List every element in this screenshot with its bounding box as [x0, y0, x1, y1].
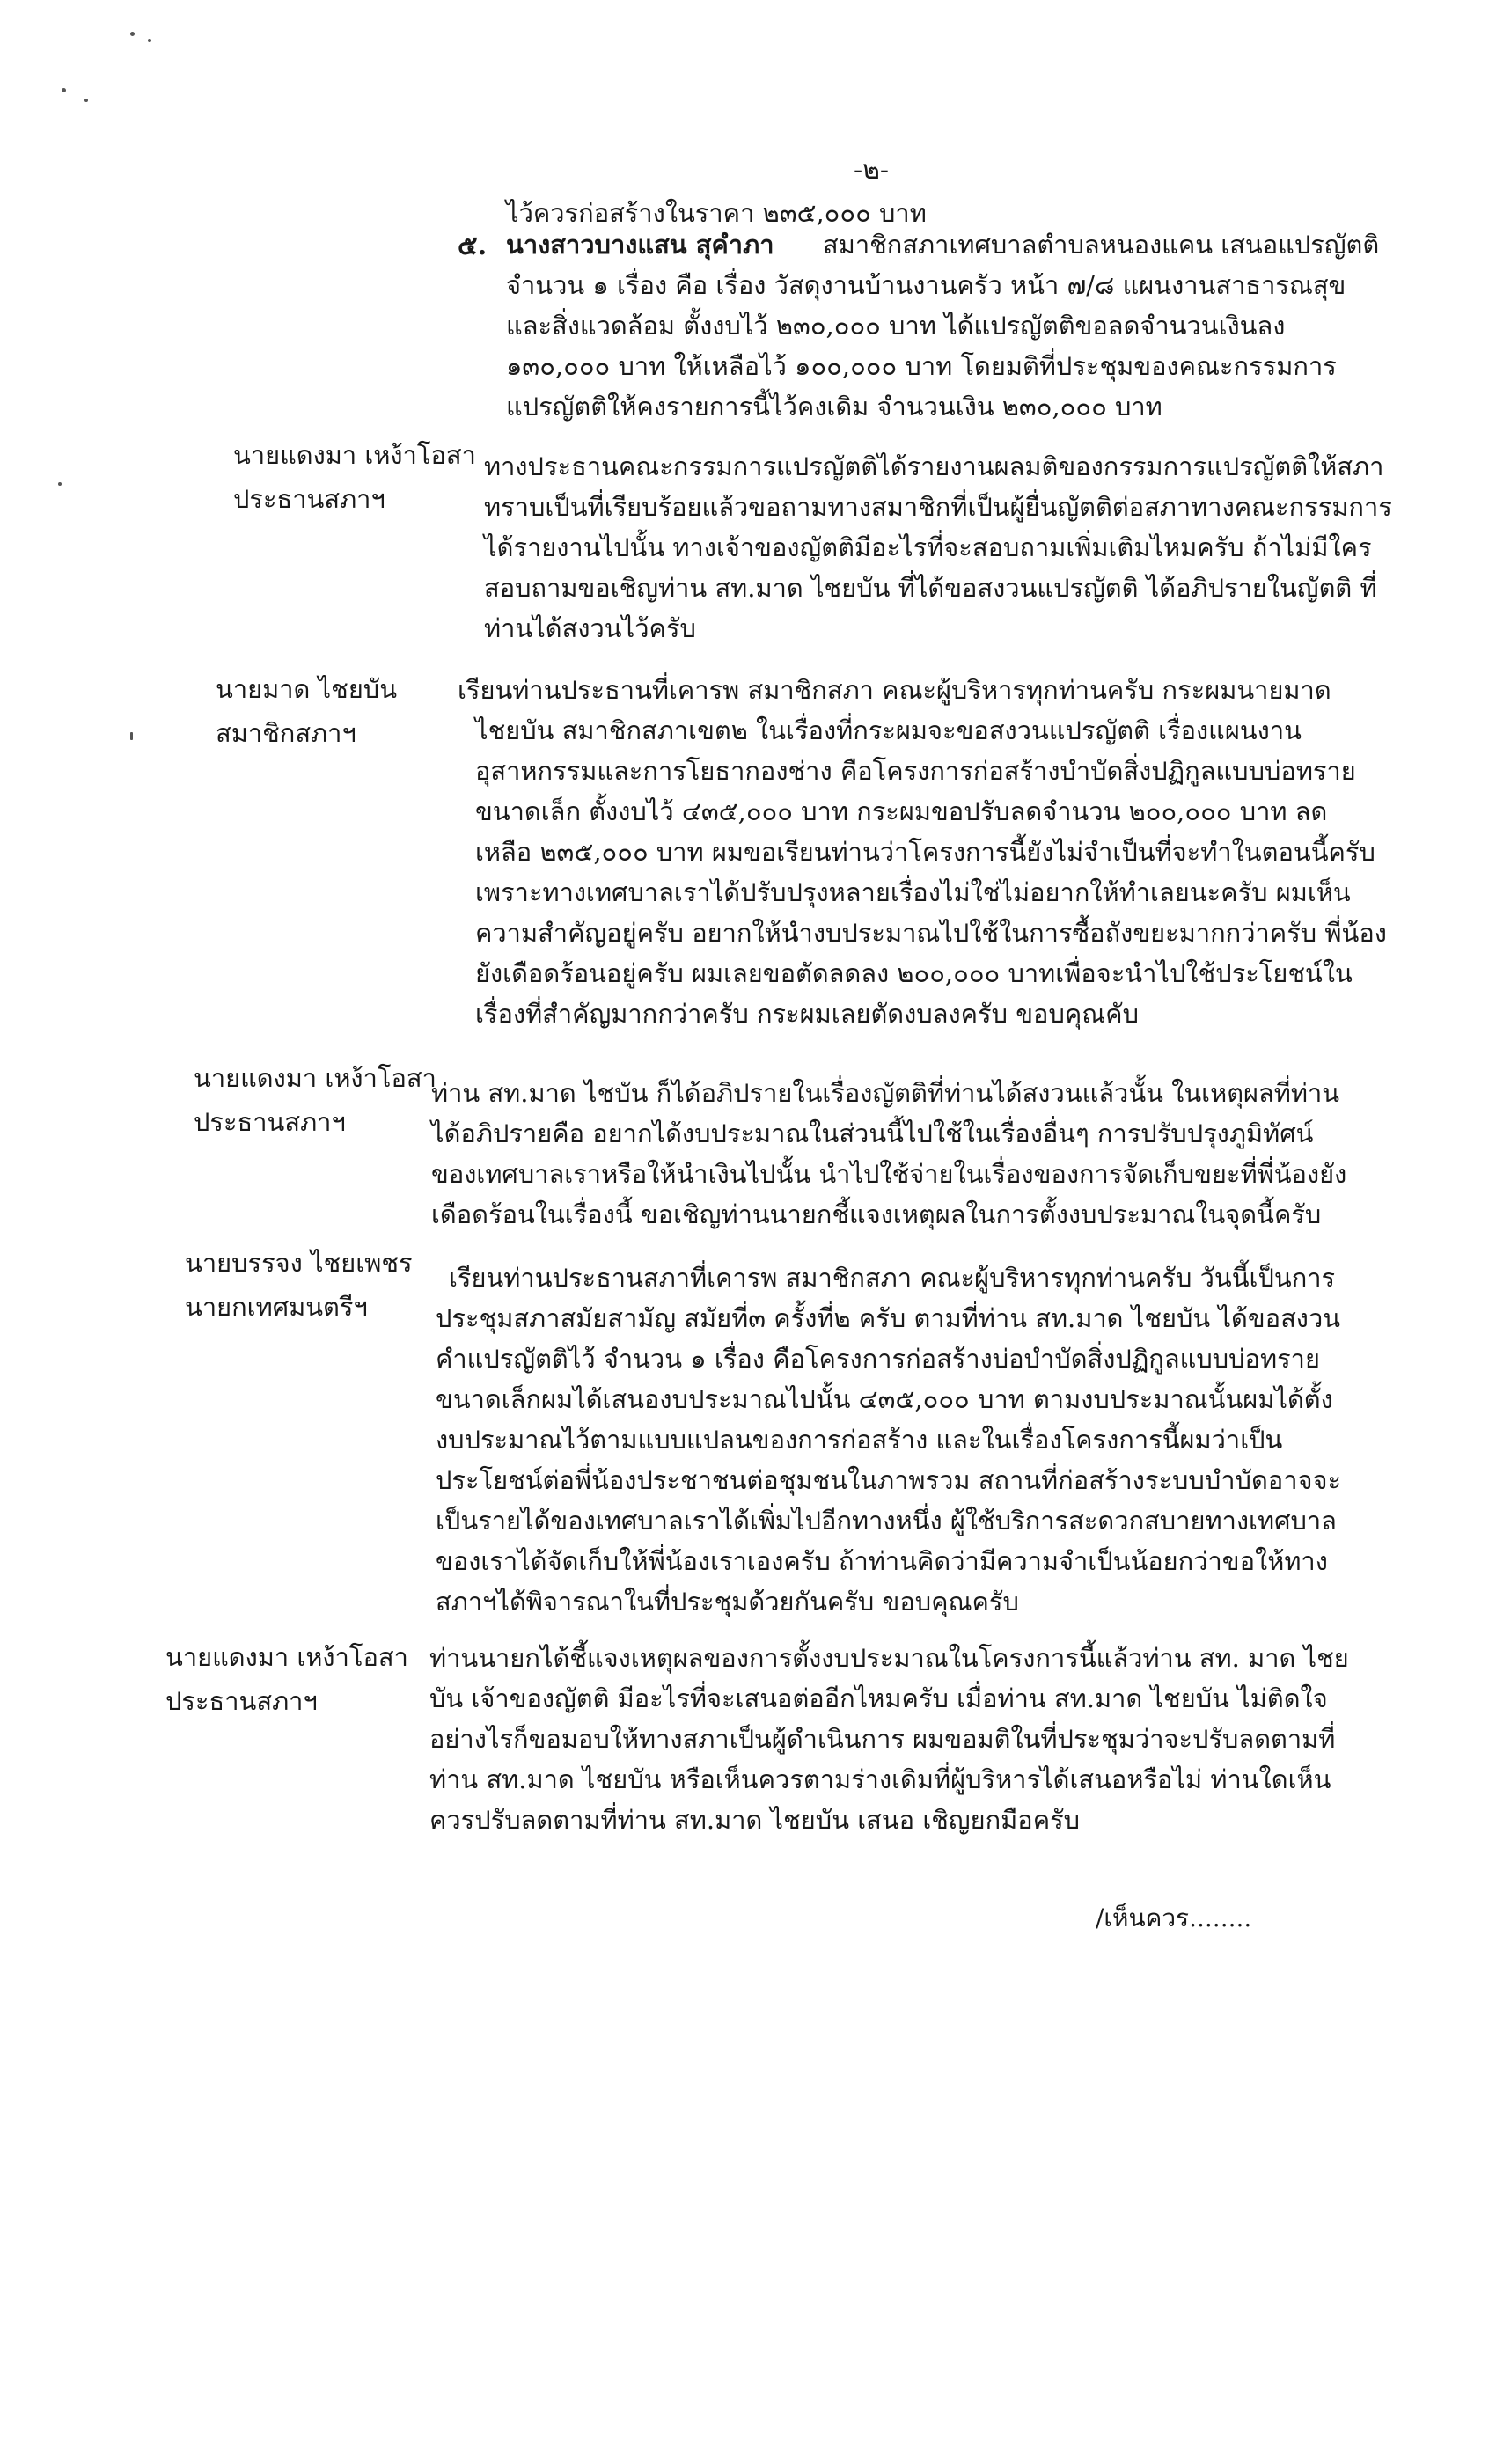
speech-line: เหลือ ๒๓๕,๐๐๐ บาท ผมขอเรียนท่านว่าโครงการนี้ยังไม่จำเป็นที่จะทำในตอนนี้ครับ: [475, 837, 1375, 867]
speech-line: งบประมาณไว้ตามแบบแปลนของการก่อสร้าง และในเรื่องโครงการนี้ผมว่าเป็น: [436, 1425, 1283, 1455]
item-text-line: สมาชิกสภาเทศบาลตำบลหนองแคน เสนอแปรญัตติ: [823, 230, 1380, 260]
speaker-role: ประธานสภาฯ: [165, 1686, 318, 1716]
item-text-line: จำนวน ๑ เรื่อง คือ เรื่อง วัสดุงานบ้านงานครัว หน้า ๗/๘ แผนงานสาธารณสุข: [506, 270, 1346, 300]
speech-line: ท่าน สท.มาด ไชบัน ก็ได้อภิปรายในเรื่องญัตติที่ท่านได้สงวนแล้วนั้น ในเหตุผลที่ท่าน: [431, 1078, 1340, 1108]
item-text-line: ๑๓๐,๐๐๐ บาท ให้เหลือไว้ ๑๐๐,๐๐๐ บาท โดยมติที่ประชุมของคณะกรรมการ: [506, 351, 1337, 381]
speaker-role: สมาชิกสภาฯ: [216, 718, 356, 748]
speech-line: ได้รายงานไปนั้น ทางเจ้าของญัตติมีอะไรที่จะสอบถามเพิ่มเติมไหมครับ ถ้าไม่มีใคร: [484, 532, 1372, 562]
speaker-role: ประธานสภาฯ: [233, 484, 385, 514]
speech-line: ท่าน สท.มาด ไชยบัน หรือเห็นควรตามร่างเดิมที่ผู้บริหารได้เสนอหรือไม่ ท่านใดเห็น: [429, 1764, 1331, 1794]
page-number: -๒-: [853, 155, 890, 186]
speech-line: เรียนท่านประธานที่เคารพ สมาชิกสภา คณะผู้บริหารทุกท่านครับ กระผมนายมาด: [458, 675, 1331, 705]
speech-line: ของเราได้จัดเก็บให้พี่น้องเราเองครับ ถ้าท่านคิดว่ามีความจำเป็นน้อยกว่าขอให้ทาง: [436, 1546, 1328, 1576]
speech-line: สภาฯได้พิจารณาในที่ประชุมด้วยกันครับ ขอบคุณครับ: [436, 1587, 1019, 1617]
speech-line: เรียนท่านประธานสภาที่เคารพ สมาชิกสภา คณะผู้บริหารทุกท่านครับ วันนี้เป็นการ: [449, 1263, 1336, 1293]
speech-line: ทางประธานคณะกรรมการแปรญัตติได้รายงานผลมติของกรรมการแปรญัตติให้สภา: [484, 451, 1384, 481]
speaker-label: [185, 1241, 413, 1329]
speech-line: คำแปรญัตติไว้ จำนวน ๑ เรื่อง คือโครงการก่อสร้างบ่อบำบัดสิ่งปฏิกูลแบบบ่อทราย: [436, 1344, 1320, 1374]
scan-speck: [62, 88, 66, 92]
speech-line: เดือดร้อนในเรื่องนี้ ขอเชิญท่านนายกชี้แจงเหตุผลในการตั้งงบประมาณในจุดนี้ครับ: [431, 1199, 1322, 1229]
speech-line: ประชุมสภาสมัยสามัญ สมัยที่๓ ครั้งที่๒ ครับ ตามที่ท่าน สท.มาด ไชยบัน ได้ขอสงวน: [436, 1303, 1341, 1333]
speaker-name: นายแดงมา เหง้าโอสา: [233, 440, 476, 470]
scan-speck: [130, 732, 133, 740]
speech-line: ท่านนายกได้ชี้แจงเหตุผลของการตั้งงบประมาณในโครงการนี้แล้วท่าน สท. มาด ไชย: [429, 1643, 1349, 1673]
speaker-name: นายแดงมา เหง้าโอสา: [165, 1642, 408, 1672]
item-text-line: แปรญัตติให้คงรายการนี้ไว้คงเดิม จำนวนเงิน ๒๓๐,๐๐๐ บาท: [506, 392, 1162, 422]
speaker-label: [194, 1056, 436, 1144]
scan-speck: [148, 39, 151, 42]
speech-line: ความสำคัญอยู่ครับ อยากให้นำงบประมาณไปใช้ในการซื้อถังขยะมากกว่าครับ พี่น้อง: [475, 918, 1387, 948]
speech-line: ได้อภิปรายคือ อยากได้งบประมาณในส่วนนี้ไปใช้ในเรื่องอื่นๆ การปรับปรุงภูมิทัศน์: [431, 1118, 1314, 1148]
speech-line: เพราะทางเทศบาลเราได้ปรับปรุงหลายเรื่องไม่ใช่ไม่อยากให้ทำเลยนะครับ ผมเห็น: [475, 877, 1351, 907]
scan-speck: [130, 32, 135, 36]
speech-line: ควรปรับลดตามที่ท่าน สท.มาด ไชยบัน เสนอ เชิญยกมือครับ: [429, 1805, 1081, 1835]
continuation-marker: /เห็นควร........: [1096, 1903, 1252, 1932]
speaker-label: [233, 433, 476, 521]
scan-speck: [58, 482, 62, 486]
speaker-name: นายบรรจง ไชยเพชร: [185, 1248, 413, 1278]
speaker-name: นายแดงมา เหง้าโอสา: [194, 1063, 436, 1093]
speech-line: บัน เจ้าของญัตติ มีอะไรที่จะเสนอต่ออีกไหมครับ เมื่อท่าน สท.มาด ไชยบัน ไม่ติดใจ: [429, 1683, 1328, 1713]
item-intro-line: ไว้ควรก่อสร้างในราคา ๒๓๕,๐๐๐ บาท: [506, 198, 927, 228]
speech-line: ไชยบัน สมาชิกสภาเขต๒ ในเรื่องที่กระผมจะขอสงวนแปรญัตติ เรื่องแผนงาน: [475, 715, 1302, 745]
speaker-role: ประธานสภาฯ: [194, 1107, 346, 1137]
speech-line: ขนาดเล็ก ตั้งงบไว้ ๔๓๕,๐๐๐ บาท กระผมขอปรับลดจำนวน ๒๐๐,๐๐๐ บาท ลด: [475, 796, 1328, 826]
speech-line: ยังเดือดร้อนอยู่ครับ ผมเลยขอตัดลดลง ๒๐๐,๐๐๐ บาทเพื่อจะนำไปใช้ประโยชน์ใน: [475, 958, 1353, 988]
speech-line: ขนาดเล็กผมได้เสนองบประมาณไปนั้น ๔๓๕,๐๐๐ บาท ตามงบประมาณนั้นผมได้ตั้ง: [436, 1384, 1333, 1414]
speech-line: ท่านได้สงวนไว้ครับ: [484, 613, 696, 643]
speaker-label: [216, 667, 397, 755]
item-text-line: และสิ่งแวดล้อม ตั้งงบไว้ ๒๓๐,๐๐๐ บาท ได้แปรญัตติขอลดจำนวนเงินลง: [506, 311, 1286, 341]
speech-line: สอบถามขอเชิญท่าน สท.มาด ไชยบัน ที่ได้ขอสงวนแปรญัตติ ได้อภิปรายในญัตติ ที่: [484, 573, 1377, 603]
item-number: ๕.: [458, 231, 488, 261]
speaker-label: [165, 1635, 408, 1723]
speech-line: ทราบเป็นที่เรียบร้อยแล้วขอถามทางสมาชิกที่เป็นผู้ยื่นญัตติต่อสภาทางคณะกรรมการ: [484, 492, 1392, 522]
speech-line: อย่างไรก็ขอมอบให้ทางสภาเป็นผู้ดำเนินการ ผมขอมติในที่ประชุมว่าจะปรับลดตามที่: [429, 1724, 1336, 1754]
speech-line: ประโยชน์ต่อพี่น้องประชาชนต่อชุมชนในภาพรวม สถานที่ก่อสร้างระบบบำบัดอาจจะ: [436, 1465, 1342, 1495]
speech-line: เรื่องที่สำคัญมากกว่าครับ กระผมเลยตัดงบลงครับ ขอบคุณคับ: [475, 999, 1139, 1029]
speaker-name: นายมาด ไชยบัน: [216, 674, 398, 704]
speaker-role: นายกเทศมนตรีฯ: [185, 1292, 368, 1322]
speech-line: อุสาหกรรมและการโยธากองช่าง คือโครงการก่อสร้างบำบัดสิ่งปฏิกูลแบบบ่อทราย: [475, 756, 1356, 786]
speech-line: ของเทศบาลเราหรือให้นำเงินไปนั้น นำไปใช้จ่ายในเรื่องของการจัดเก็บขยะที่พี่น้องยัง: [431, 1159, 1347, 1189]
speech-line: เป็นรายได้ของเทศบาลเราได้เพิ่มไปอีกทางหนึ่ง ผู้ใช้บริการสะดวกสบายทางเทศบาล: [436, 1506, 1337, 1536]
scan-speck: [84, 99, 88, 102]
item-name: นางสาวบางแสน สุคำภา: [506, 230, 774, 260]
